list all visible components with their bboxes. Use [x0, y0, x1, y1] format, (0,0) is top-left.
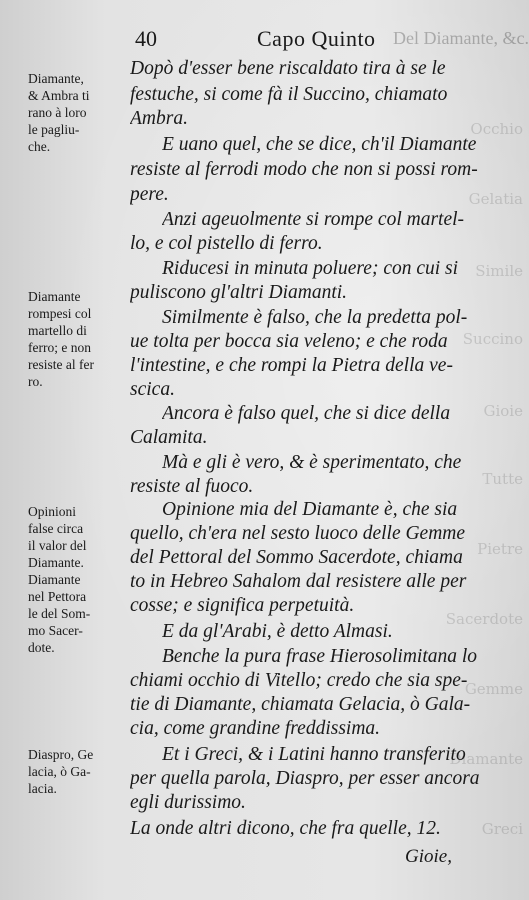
margin-note-line: Diaspro, Ge: [28, 747, 94, 762]
bleed-through-text: Tutte: [482, 470, 523, 488]
margin-note-line: ro.: [28, 374, 43, 389]
margin-note: [28, 70, 128, 155]
body-text-line: egli durissimo.: [130, 792, 246, 813]
body-text-line: cosse; e significa perpetuità.: [130, 595, 355, 616]
body-text-line: festuche, si come fà il Succino, chiamato: [130, 84, 448, 105]
body-text-line: Dopò d'esser bene riscaldato tira à se le: [130, 58, 446, 79]
body-text-line: Similmente è falso, che la predetta pol-: [162, 307, 468, 328]
bleed-through-text: Occhio: [470, 120, 523, 138]
margin-note-line: rano à loro: [28, 105, 87, 120]
margin-note-line: le del Som-: [28, 606, 91, 621]
bleed-through-text: Gioie: [483, 402, 523, 420]
body-text-line: Riducesi in minuta poluere; con cui si: [162, 258, 459, 279]
catchword: Gioie,: [405, 846, 452, 867]
margin-note-line: il valor del: [28, 538, 87, 553]
bleed-through-heading: Del Diamante, &c.: [393, 28, 529, 48]
body-text-line: quello, ch'era nel sesto luoco delle Gemme: [130, 523, 466, 544]
margin-note: [28, 288, 128, 390]
margin-note-line: lacia.: [28, 781, 57, 796]
margin-note-line: Diamante: [28, 289, 81, 304]
margin-note-line: lacia, ò Ga-: [28, 764, 91, 779]
body-text-line: per quella parola, Diaspro, per esser ancora: [130, 768, 480, 789]
body-text-line: Calamita.: [130, 427, 208, 448]
chapter-title: Capo Quinto: [257, 26, 376, 51]
body-text-line: l'intestine, e che rompi la Pietra della ve-: [130, 355, 453, 376]
body-text-line: Et i Greci, & i Latini hanno transferito: [162, 744, 466, 765]
bleed-through-text: Gemme: [464, 680, 523, 698]
body-text-line: Ancora è falso quel, che si dice della: [162, 403, 451, 424]
body-text-line: scica.: [130, 379, 175, 400]
running-head: [135, 26, 529, 51]
margin-note-line: le pagliu-: [28, 122, 80, 137]
margin-note-line: ferro; e non: [28, 340, 91, 355]
margin-note-line: Opinioni: [28, 504, 77, 519]
bleed-through-text: Diamante: [449, 750, 523, 768]
margin-note-line: rompesi col: [28, 306, 92, 321]
body-text-line: Benche la pura frase Hierosolimitana lo: [162, 646, 478, 667]
margin-note-line: Diamante,: [28, 71, 84, 86]
margin-note: [28, 503, 128, 656]
page-number: 40: [135, 26, 157, 51]
margin-note-line: false circa: [28, 521, 84, 536]
margin-note: [28, 746, 128, 797]
body-text-line: tie di Diamante, chiamata Gelacia, ò Gala-: [130, 694, 471, 715]
body-text-line: cia, come grandine freddissima.: [130, 718, 381, 739]
body-text-line: resiste al ferrodi modo che non si possi rom-: [130, 159, 478, 180]
bleed-through-text: Gelatia: [468, 190, 523, 208]
margin-note-line: & Ambra ti: [28, 88, 90, 103]
body-text-line: del Pettoral del Sommo Sacerdote, chiama: [130, 547, 463, 568]
bleed-through-text: Pietre: [477, 540, 523, 558]
margin-note-line: resiste al fer: [28, 357, 94, 372]
body-text-line: Mà e gli è vero, & è sperimentato, che: [162, 452, 462, 473]
body-text-line: puliscono gl'altri Diamanti.: [130, 282, 348, 303]
bleed-through-text: Greci: [481, 820, 523, 838]
body-text-line: to in Hebreo Sahalom dal resistere alle per: [130, 571, 467, 592]
body-text-line: E da gl'Arabi, è detto Almasi.: [162, 621, 393, 642]
margin-note-line: Diamante.: [28, 555, 84, 570]
body-text-line: pere.: [130, 184, 169, 205]
margin-note-line: dote.: [28, 640, 55, 655]
body-text-line: chiami occhio di Vitello; credo che sia spe-: [130, 670, 468, 691]
margin-note-line: nel Pettora: [28, 589, 87, 604]
body-text-line: La onde altri dicono, che fra quelle, 12.: [130, 818, 441, 839]
body-text-line: Opinione mia del Diamante è, che sia: [162, 499, 458, 520]
body-text-line: ue tolta per bocca sia veleno; e che roda: [130, 331, 448, 352]
body-text-line: Ambra.: [130, 108, 188, 129]
bleed-through-text: Succino: [462, 330, 523, 348]
body-text-line: Anzi ageuolmente si rompe col martel-: [162, 209, 465, 230]
margin-note-line: che.: [28, 139, 51, 154]
margin-note-line: Diamante: [28, 572, 81, 587]
bleed-through-text: Simile: [475, 262, 523, 280]
bleed-through-text: Sacerdote: [445, 610, 523, 628]
margin-note-line: mo Sacer-: [28, 623, 83, 638]
body-text-line: resiste al fuoco.: [130, 476, 254, 497]
body-text-line: E uano quel, che se dice, ch'il Diamante: [162, 134, 477, 155]
margin-note-line: martello di: [28, 323, 87, 338]
body-text-line: lo, e col pistello di ferro.: [130, 233, 323, 254]
